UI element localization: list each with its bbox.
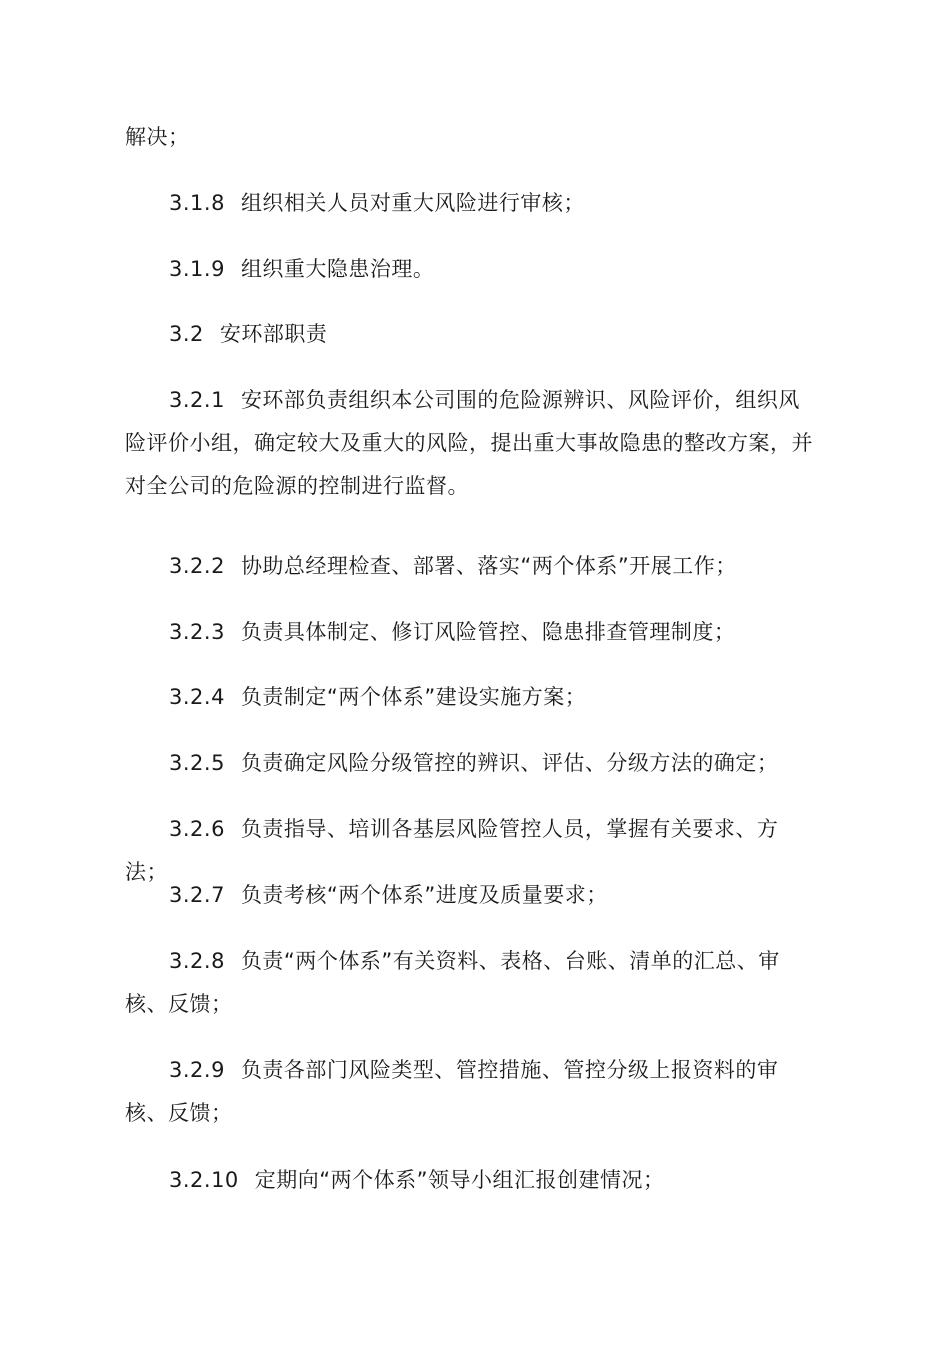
clause-number: 3.2.8	[169, 949, 225, 973]
paragraph-3-2-3	[125, 611, 815, 654]
clause-number: 3.2.6	[169, 817, 225, 841]
clause-number: 3.2.3	[169, 620, 225, 644]
paragraph-text: 协助总经理检查、部署、落实“两个体系”开展工作；	[240, 554, 737, 578]
clause-number: 3.2.10	[169, 1168, 239, 1192]
clause-number: 3.2.5	[169, 751, 225, 775]
section-heading-3-2	[125, 313, 815, 356]
paragraph-text: 负责确定风险分级管控的辨识、评估、分级方法的确定；	[240, 751, 779, 775]
paragraph-3-2-2	[125, 545, 815, 588]
paragraph-text: 安环部负责组织本公司围的危险源辨识、风险评价，组织风险评价小组，确定较大及重大的风险，提出重大事故隐患的整改方案，并对全公司的危险源的控制进行监督。	[125, 388, 813, 498]
paragraph-text: 负责考核“两个体系”进度及质量要求；	[240, 883, 608, 907]
paragraph-3-2-8	[125, 940, 815, 1026]
paragraph-text: 负责制定“两个体系”建设实施方案；	[240, 685, 587, 709]
clause-number: 3.2	[169, 322, 204, 346]
paragraph-text: 组织相关人员对重大风险进行审核；	[240, 191, 585, 215]
paragraph-3-2-10	[125, 1159, 815, 1202]
paragraph-text: 解决；	[125, 125, 190, 149]
clause-number: 3.2.7	[169, 883, 225, 907]
clause-number: 3.1.8	[169, 191, 225, 215]
paragraph-text: 负责指导、培训各基层风险管控人员，掌握有关要求、方法；	[125, 817, 779, 884]
paragraph-3-2-9	[125, 1049, 815, 1135]
paragraph-text: 负责“两个体系”有关资料、表格、台账、清单的汇总、审核、反馈；	[125, 949, 780, 1016]
paragraph-3-2-4	[125, 676, 815, 719]
clause-number: 3.2.4	[169, 685, 225, 709]
paragraph-text: 安环部职责	[219, 322, 328, 346]
clause-number: 3.2.1	[169, 388, 225, 412]
clause-number: 3.1.9	[169, 257, 225, 281]
paragraph-continuation	[125, 116, 815, 159]
paragraph-3-2-5	[125, 742, 815, 785]
paragraph-3-2-7	[125, 874, 815, 917]
paragraph-text: 定期向“两个体系”领导小组汇报创建情况；	[254, 1168, 665, 1192]
paragraph-text: 组织重大隐患治理。	[240, 257, 435, 281]
paragraph-3-2-1	[125, 379, 815, 508]
clause-number: 3.2.2	[169, 554, 225, 578]
paragraph-3-1-8	[125, 182, 815, 225]
paragraph-3-1-9	[125, 248, 815, 291]
paragraph-text: 负责具体制定、修订风险管控、隐患排查管理制度；	[240, 620, 736, 644]
paragraph-text: 负责各部门风险类型、管控措施、管控分级上报资料的审核、反馈；	[125, 1058, 779, 1125]
clause-number: 3.2.9	[169, 1058, 225, 1082]
